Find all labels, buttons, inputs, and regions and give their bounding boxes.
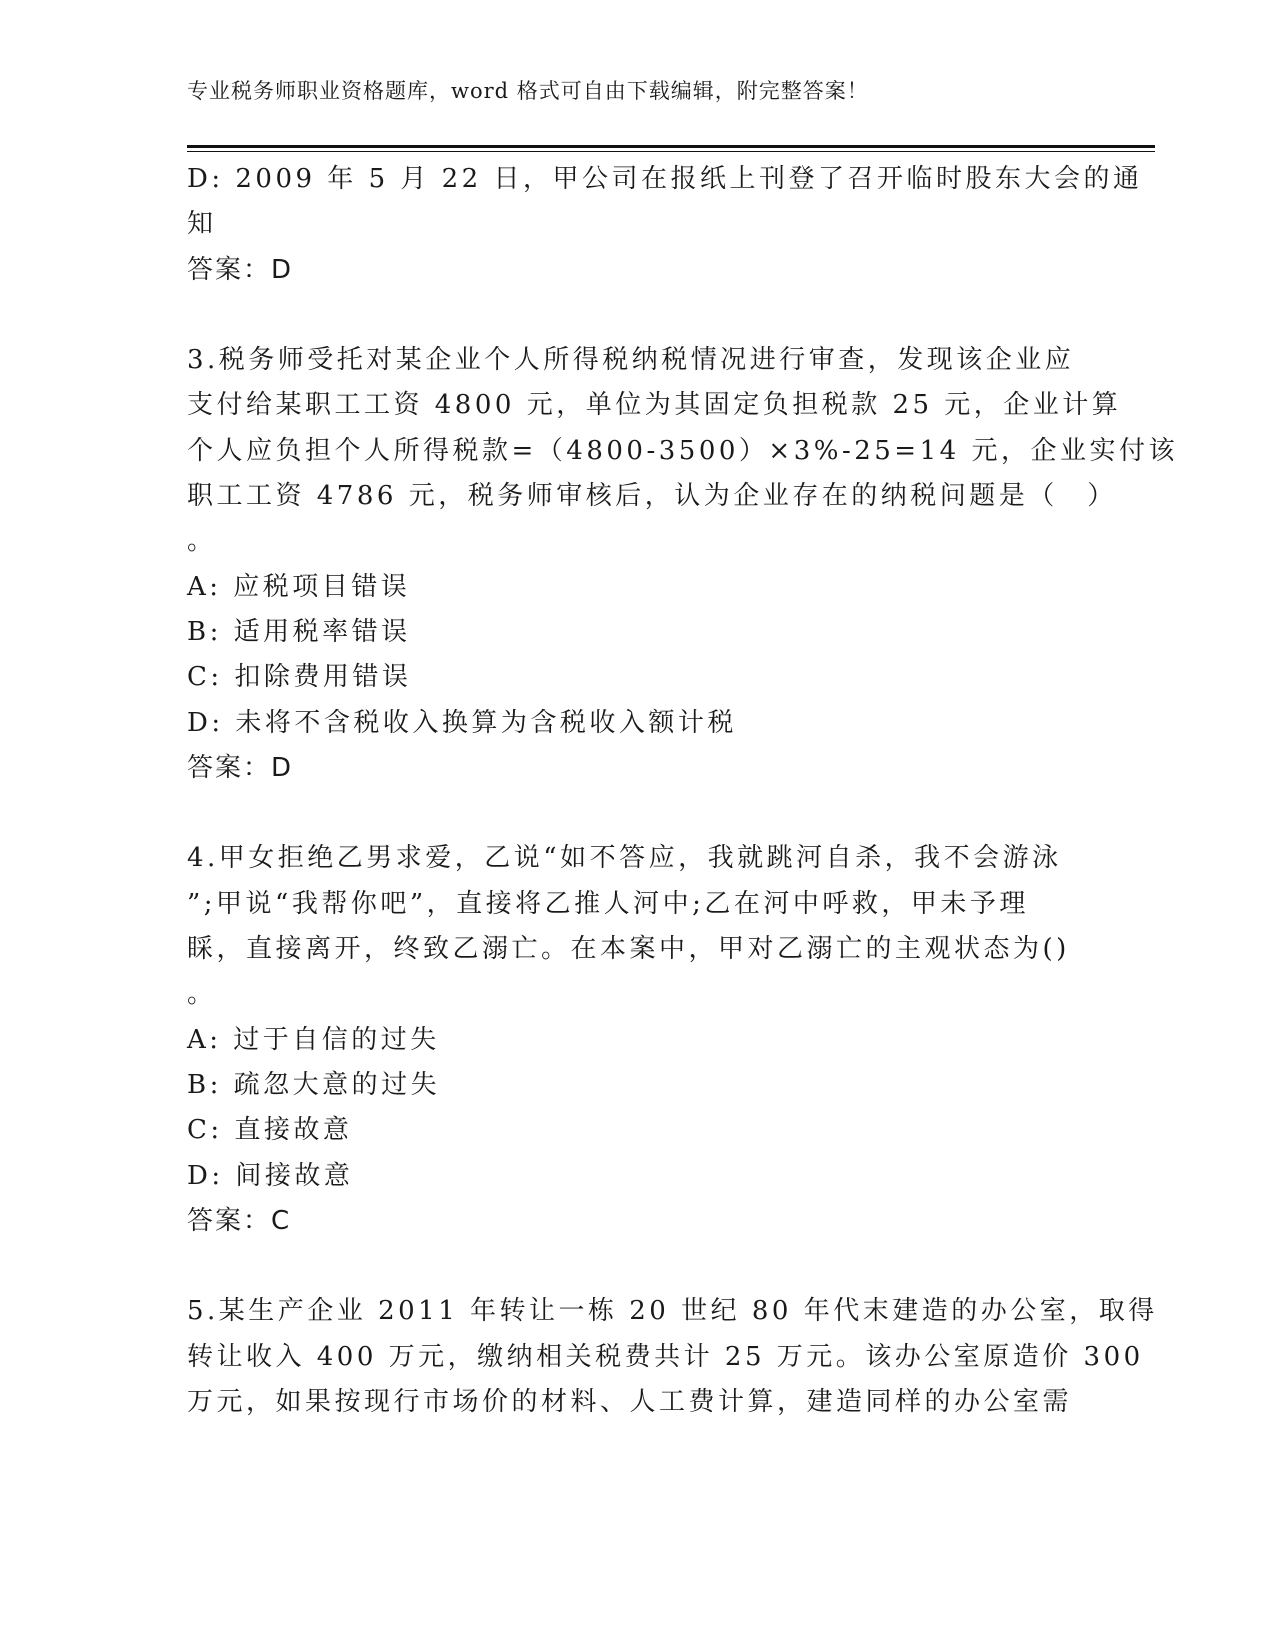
q3-answer: 答案：D — [187, 752, 294, 783]
q3-stem-line: 。 — [187, 526, 217, 557]
q4-stem-line: 4.甲女拒绝乙男求爱，乙说“如不答应，我就跳河自杀，我不会游泳 — [187, 843, 1062, 874]
q3-option-c: C: 扣除费用错误 — [187, 662, 412, 693]
q4-stem-line: 睬，直接离开，终致乙溺亡。在本案中，甲对乙溺亡的主观状态为() — [187, 934, 1070, 965]
q3-stem-line: 支付给某职工工资 4800 元，单位为其固定负担税款 25 元，企业计算 — [187, 390, 1122, 421]
q4-option-d: D: 间接故意 — [187, 1160, 354, 1191]
q2-answer: 答案：D — [187, 254, 294, 285]
q4-option-a: A: 过于自信的过失 — [187, 1024, 440, 1055]
q5-stem-line: 万元，如果按现行市场价的材料、人工费计算，建造同样的办公室需 — [187, 1387, 1073, 1418]
q3-stem-line: 个人应负担个人所得税款=（4800-3500）×3%-25=14 元，企业实付该 — [187, 435, 1178, 466]
question-body — [187, 157, 1178, 1425]
q4-option-b: B: 疏忽大意的过失 — [187, 1069, 441, 1100]
q3-option-b: B: 适用税率错误 — [187, 616, 411, 647]
q4-stem-line: 。 — [187, 979, 217, 1010]
page-header: 专业税务师职业资格题库，word 格式可自由下载编辑，附完整答案！ — [187, 79, 869, 103]
q2-option-d-line1: D: 2009 年 5 月 22 日，甲公司在报纸上刊登了召开临时股东大会的通 — [187, 164, 1143, 194]
q4-answer: 答案：C — [187, 1205, 292, 1236]
spacer — [187, 293, 1067, 338]
q4-stem-line: ”;甲说“我帮你吧”，直接将乙推人河中;乙在河中呼救，甲未予理 — [187, 888, 1029, 919]
q5-stem-line: 5.某生产企业 2011 年转让一栋 20 世纪 80 年代末建造的办公室，取得 — [187, 1296, 1158, 1327]
q3-stem-line: 职工工资 4786 元，税务师审核后，认为企业存在的纳税问题是（ ） — [187, 481, 1117, 512]
spacer — [187, 791, 1067, 836]
q4-option-c: C: 直接故意 — [187, 1115, 353, 1146]
spacer — [187, 1244, 1067, 1289]
header-rule-thin — [187, 151, 1155, 152]
q2-option-d-line2: 知 — [187, 209, 217, 240]
header-rule-thick — [187, 145, 1155, 148]
q3-option-a: A: 应税项目错误 — [187, 571, 411, 602]
q3-stem-line: 3.税务师受托对某企业个人所得税纳税情况进行审查，发现该企业应 — [187, 345, 1075, 376]
q5-stem-line: 转让收入 400 万元，缴纳相关税费共计 25 万元。该办公室原造价 300 — [187, 1341, 1144, 1372]
q3-option-d: D: 未将不含税收入换算为含税收入额计税 — [187, 707, 737, 738]
